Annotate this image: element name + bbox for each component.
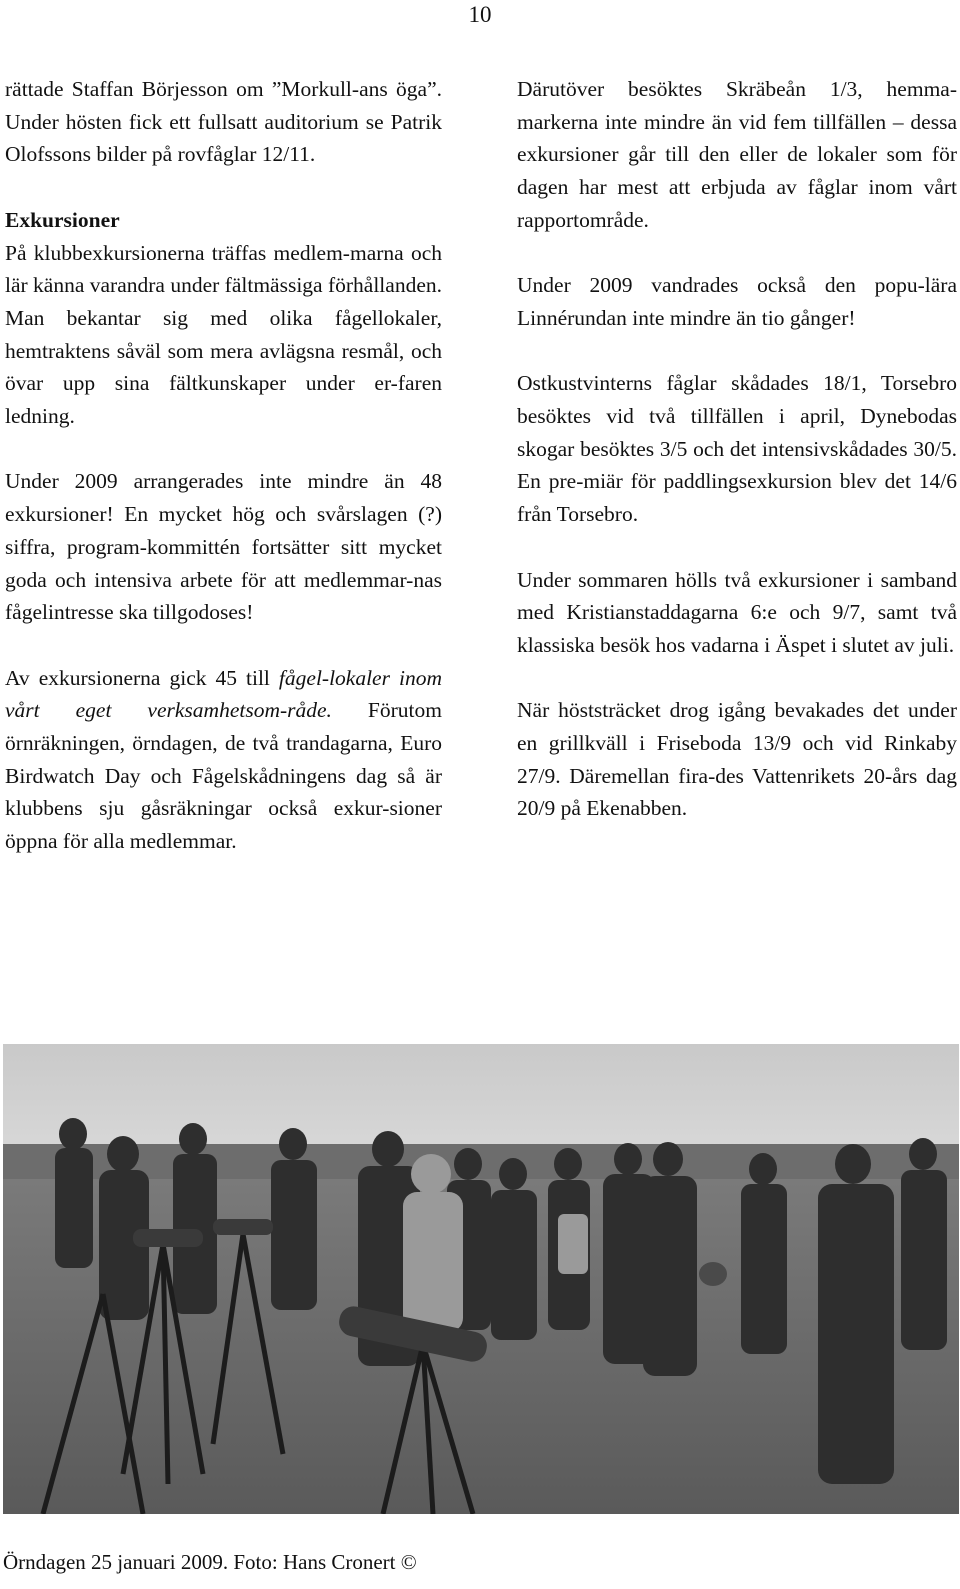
p4-start: Av exkursionerna gick 45 till: [5, 665, 279, 690]
heading-text: Exkursioner: [5, 207, 120, 232]
paragraph-autumn-migration: När höststräcket drog igång bevakades det under en grillkväll i Friseboda 13/9 och vid Rinkaby 27/9. Däremellan fira-des Vattenrikets 20-års dag 20/9 på Ekenabben.: [517, 698, 957, 821]
left-column: [5, 73, 442, 891]
p4-italic: fågel-lokaler inom vårt eget verksamhetsom-råde.: [5, 665, 442, 723]
p4-end: Förutom örnräkningen, örndagen, de två trandagarna, Euro Birdwatch Day och Fågelskådningens dag så är klubbens sju gåsräkningar också exkur-sioner öppna för alla medlemmar.: [5, 698, 442, 854]
right-column: [517, 73, 957, 858]
paragraph-spring-excursions: Ostkustvinterns fåglar skådades 18/1, Torsebro besöktes vid två tillfällen i april, Dynebodas skogar besöktes 3/5 och det intensivskådades 30/5. En pre-miär för paddlingsexkursion blev det 14/6 från Torsebro.: [517, 371, 957, 527]
paragraph-summer-excursions: Under sommaren hölls två exkursioner i samband med Kristianstaddagarna 6:e och 9/7, samt två klassiska besök hos vadarna i Äspet i slutet av juli.: [517, 567, 957, 657]
paragraph-lecture: rättade Staffan Börjesson om ”Morkull-ans öga”. Under hösten fick ett fullsatt auditorium se Patrik Olofssons bilder på rovfåglar 12/11.: [5, 77, 442, 167]
section-heading-exkursioner: [5, 204, 442, 433]
paragraph-excursion-locales: [5, 662, 442, 858]
paragraph-skrabean: Därutöver besöktes Skräbeån 1/3, hemma-markerna inte mindre än vid fem tillfällen – dessa exkursioner går till den eller de lokaler som för dagen har mest att erbjuda av fåglar inom vårt rapportområde.: [517, 77, 957, 232]
photo-birdwatchers: [3, 1044, 959, 1514]
paragraph-linnerundan: Under 2009 vandrades också den popu-lära Linnérundan inte mindre än tio gånger!: [517, 273, 957, 330]
page-number: 10: [468, 2, 492, 27]
paragraph-club-excursions: På klubbexkursionerna träffas medlem-marna och lär känna varandra under fältmässiga förhållanden. Man bekantar sig med olika fågellokaler, hemtraktens såväl som mera avlägsna resmål, och övar upp sina fältkunskaper under er-faren ledning.: [5, 240, 442, 429]
photo-caption: Örndagen 25 januari 2009. Foto: Hans Cronert ©: [3, 1550, 417, 1574]
paragraph-excursion-count: Under 2009 arrangerades inte mindre än 48 exkursioner! En mycket hög och svårslagen (?) siffra, program-kommittén fortsätter sitt mycket goda och intensiva arbete för att medlemmar-nas fågelintresse ska tillgodoses!: [5, 469, 442, 625]
photo-image: [3, 1044, 959, 1514]
